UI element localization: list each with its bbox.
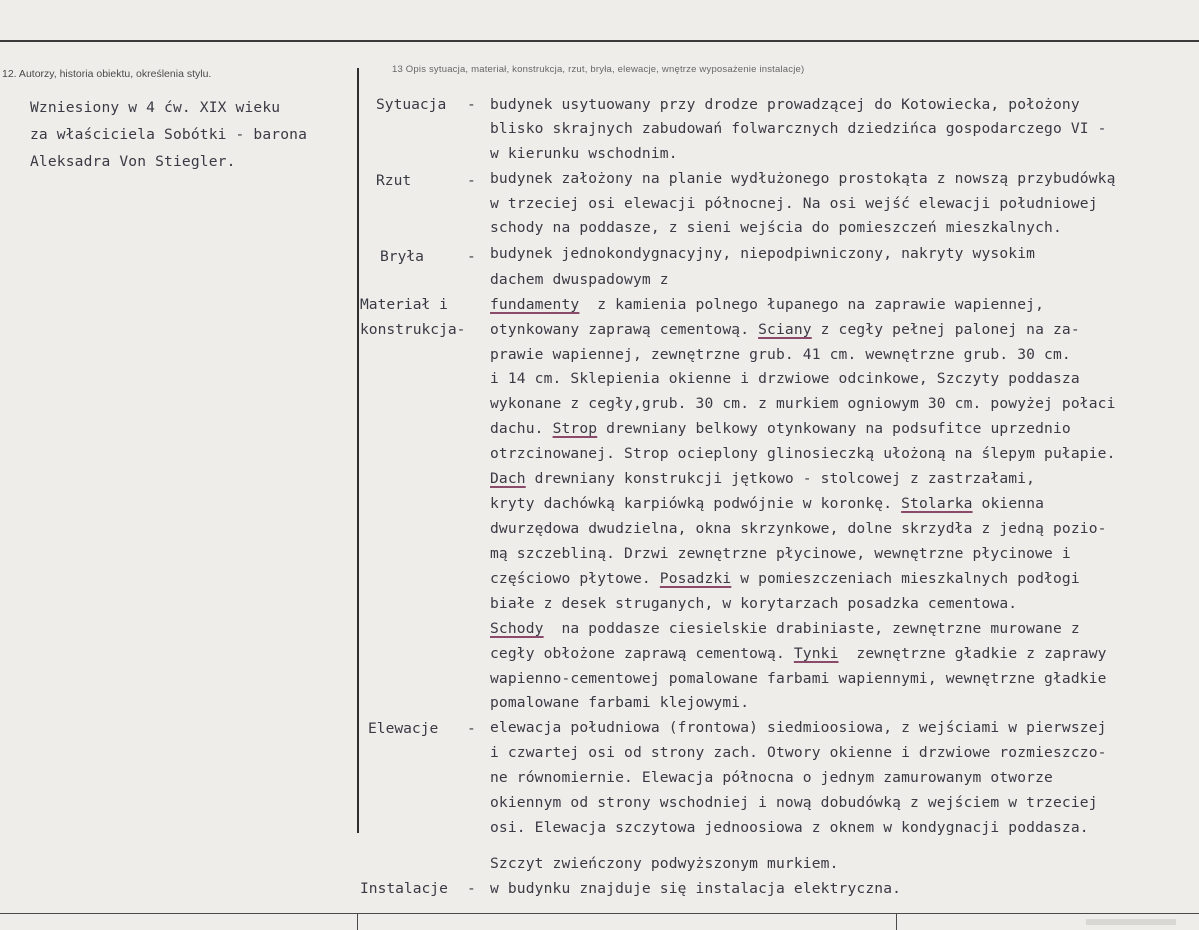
term-sciany: Sciany xyxy=(758,321,812,338)
material-line-2: otynkowany zaprawą cementową. Sciany z cegły pełnej palonej na za- xyxy=(490,321,1080,338)
label-elewacje: Elewacje xyxy=(368,720,439,737)
instalacje-line: w budynku znajduje się instalacja elektryczna. xyxy=(490,880,902,897)
term-posadzki: Posadzki xyxy=(659,570,732,587)
label-sytuacja: Sytuacja xyxy=(376,96,447,113)
label-konstrukcja: konstrukcja- xyxy=(360,321,466,338)
rzut-line: schody na poddasze, z sieni wejścia do pomieszczeń mieszkalnych. xyxy=(490,219,1062,236)
bottom-tick-left xyxy=(357,913,358,930)
elewacje-line: i czwartej osi od strony zach. Otwory okienne i drzwiowe rozmieszczo- xyxy=(490,744,1107,761)
term-schody: Schody xyxy=(490,620,544,637)
elewacje-line: elewacja południowa (frontowa) siedmioosiowa, z wejściami w pierwszej xyxy=(490,719,1107,736)
material-line: pomalowane farbami klejowymi. xyxy=(490,694,750,711)
term-stolarka: Stolarka xyxy=(901,495,973,512)
term-dach: Dach xyxy=(490,470,526,487)
label-material: Materiał i xyxy=(360,296,448,313)
elewacje-line: ne równomiernie. Elewacja północna o jednym zamurowanym otworze xyxy=(490,769,1053,786)
rzut-line: w trzeciej osi elewacji północnej. Na osi wejść elewacji południowej xyxy=(490,195,1098,212)
dash: - xyxy=(467,172,476,189)
bryla-line: budynek jednokondygnacyjny, niepodpiwniczony, nakryty wysokim xyxy=(490,245,1036,262)
left-text-line: za właściciela Sobótki - barona xyxy=(30,126,308,143)
elewacje-line: osi. Elewacja szczytowa jednoosiowa z oknem w kondygnacji poddasza. xyxy=(490,819,1089,836)
faded-footer-mark xyxy=(1086,919,1176,925)
sytuacja-line: w kierunku wschodnim. xyxy=(490,145,678,162)
material-line: wykonane z cegły,grub. 30 cm. z murkiem ogniowym 30 cm. powyżej połaci xyxy=(490,395,1116,412)
elewacje-line: Szczyt zwieńczony podwyższonym murkiem. xyxy=(490,855,839,872)
term-fundamenty: fundamenty xyxy=(490,296,580,313)
term-strop: Strop xyxy=(552,420,598,437)
material-line: mą szczebliną. Drzwi zewnętrzne płycinowe, wewnętrzne płycinowe i xyxy=(490,545,1071,562)
top-rule xyxy=(0,40,1199,42)
column-divider xyxy=(357,68,359,833)
label-instalacje: Instalacje xyxy=(360,880,448,897)
material-line: i 14 cm. Sklepienia okienne i drzwiowe odcinkowe, Szczyty poddasza xyxy=(490,370,1080,387)
material-line: wapienno-cementowej pomalowane farbami wapiennymi, wewnętrzne gładkie xyxy=(490,670,1107,687)
dash: - xyxy=(467,880,476,897)
material-line-6: dachu. Strop drewniany belkowy otynkowany na podsufitce uprzednio xyxy=(490,420,1071,437)
material-line-9: kryty dachówką karpiówką podwójnie w koronkę. Stolarka okienna xyxy=(490,495,1045,512)
material-line: otrzcinowanej. Strop ocieplony glinosieczką ułożoną na ślepym pułapie. xyxy=(490,445,1116,462)
material-line-1: fundamenty z kamienia polnego łupanego na zaprawie wapiennej, xyxy=(490,296,1045,313)
label-bryla: Bryła xyxy=(380,248,424,265)
material-line-14: Schody na poddasze ciesielskie drabiniaste, zewnętrzne murowane z xyxy=(490,620,1080,637)
sytuacja-line: blisko skrajnych zabudowań folwarcznych dziedzińca gospodarczego VI - xyxy=(490,120,1107,137)
material-line-15: cegły obłożone zaprawą cementową. Tynki zewnętrzne gładkie z zaprawy xyxy=(490,645,1107,662)
dash: - xyxy=(467,720,476,737)
material-line-8: Dach drewniany konstrukcji jętkowo - stolcowej z zastrzałami, xyxy=(490,470,1036,487)
left-column-header: 12. Autorzy, historia obiektu, określenia stylu. xyxy=(2,68,212,80)
material-line: prawie wapiennej, zewnętrzne grub. 41 cm. wewnętrzne grub. 30 cm. xyxy=(490,346,1071,363)
bottom-tick-right xyxy=(896,913,897,930)
material-line: białe z desek struganych, w korytarzach posadzka cementowa. xyxy=(490,595,1018,612)
bottom-rule xyxy=(0,913,1199,914)
bryla-line: dachem dwuspadowym z xyxy=(490,271,669,288)
dash: - xyxy=(467,96,476,113)
dash: - xyxy=(467,248,476,265)
term-tynki: Tynki xyxy=(793,645,839,662)
elewacje-line: okiennym od strony wschodniej i nową dobudówką z wejściem w trzeciej xyxy=(490,794,1098,811)
right-column-header: 13 Opis sytuacja, materiał, konstrukcja, rzut, bryła, elewacje, wnętrze wyposażenie instalacje) xyxy=(392,64,805,75)
left-text-line: Aleksadra Von Stiegler. xyxy=(30,153,236,170)
left-text-line: Wzniesiony w 4 ćw. XIX wieku xyxy=(30,99,281,116)
sytuacja-line: budynek usytuowany przy drodze prowadzącej do Kotowiecka, położony xyxy=(490,96,1080,113)
label-rzut: Rzut xyxy=(376,172,412,189)
rzut-line: budynek założony na planie wydłużonego prostokąta z nowszą przybudówką xyxy=(490,170,1116,187)
material-line: dwurzędowa dwudzielna, okna skrzynkowe, dolne skrzydła z jedną pozio- xyxy=(490,520,1107,537)
material-line-12: częściowo płytowe. Posadzki w pomieszczeniach mieszkalnych podłogi xyxy=(490,570,1080,587)
